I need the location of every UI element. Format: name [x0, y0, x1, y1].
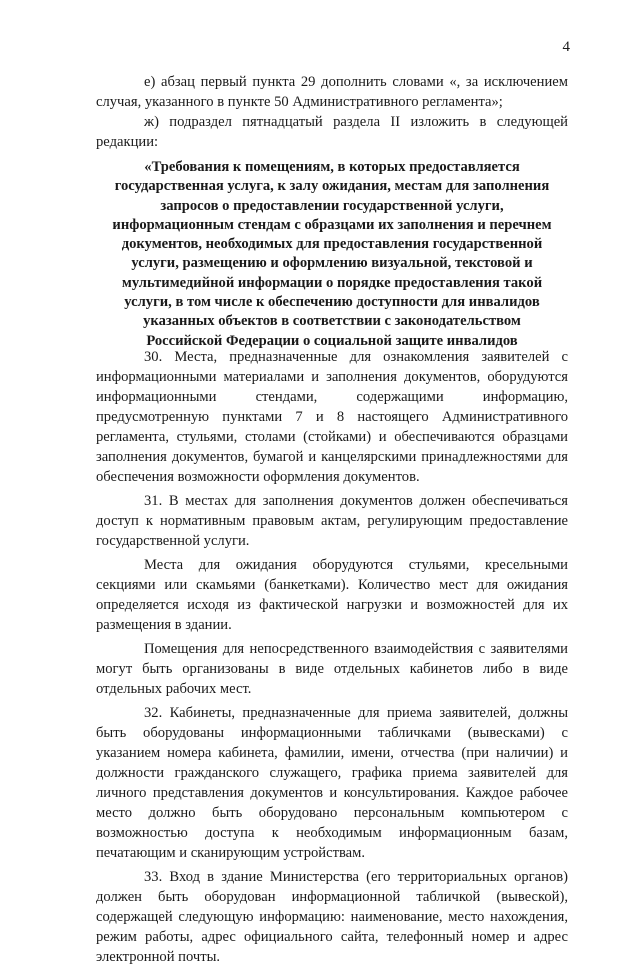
paragraph-31: 31. В местах для заполнения документов должен обеспечиваться доступ к нормативным правовым актам, регулирующим предоставление государственной услуги. [96, 493, 568, 549]
paragraph-waiting-areas: Места для ожидания оборудуются стульями, кресельными секциями или скамьями (банкетками). Количество мест для ожидания определяется исходя из фактической нагрузки и возможностей для их размещения в здании. [96, 557, 568, 633]
heading-line: государственная услуга, к залу ожидания, местам для заполнения [114, 178, 550, 195]
paragraph-33: 33. Вход в здание Министерства (его территориальных органов) должен быть оборудован информационной табличкой (вывеской), содержащей следующую информацию: наименование, место нахождения, режим работы, адрес официального сайта, телефонный номер и адрес электронной почты. [96, 869, 568, 965]
heading-line: услуги, размещению и оформлению визуальной, текстовой и [131, 255, 533, 272]
intro-paragraph-e: е) абзац первый пункта 29 дополнить словами «, за исключением случая, указанного в пункте 50 Административного регламента»; [96, 74, 568, 110]
heading-line: услуги, в том числе к обеспечению доступности для инвалидов [124, 294, 540, 311]
page-number: 4 [562, 39, 570, 55]
section-heading [96, 158, 568, 351]
paragraph-30: 30. Места, предназначенные для ознакомления заявителей с информационными материалами и заполнения документов, оборудуются информационными стендами, содержащими информацию, предусмотренную пунктами 7 и 8 настоящего Административного регламента, стульями, столами (стойками) и обеспечиваются образцами заполнения документов, бумагой и канцелярскими принадлежностями для обеспечения возможности оформления документов. [96, 349, 568, 485]
heading-line: указанных объектов в соответствии с законодательством [143, 313, 521, 330]
heading-line: документов, необходимых для предоставления государственной [121, 236, 543, 253]
paragraph-32: 32. Кабинеты, предназначенные для приема заявителей, должны быть оборудованы информационными табличками (вывесками) с указанием номера кабинета, фамилии, имени, отчества (при наличии) и должности гражданского служащего, графика приема заявителей для личного представления документов и консультирования. Каждое рабочее место должно быть оборудовано персональным компьютером с возможностью доступа к необходимым информационным базам, печатающим и сканирующим устройствам. [96, 705, 568, 861]
heading-line: Российской Федерации о социальной защите инвалидов [146, 332, 518, 349]
paragraph-interaction-rooms: Помещения для непосредственного взаимодействия с заявителями могут быть организованы в виде отдельных кабинетов либо в виде отдельных рабочих мест. [96, 641, 568, 697]
intro-paragraph-zh: ж) подраздел пятнадцатый раздела II изложить в следующей редакции: [96, 114, 568, 150]
main-text [96, 347, 568, 971]
intro-section [96, 72, 568, 152]
heading-line: запросов о предоставлении государственной услуги, [160, 197, 504, 214]
heading-line: «Требования к помещениям, в которых предоставляется [144, 159, 520, 175]
heading-line: мультимедийной информации о порядке предоставления такой [121, 274, 543, 291]
heading-line: информационным стендам с образцами их заполнения и перечнем [112, 216, 552, 233]
